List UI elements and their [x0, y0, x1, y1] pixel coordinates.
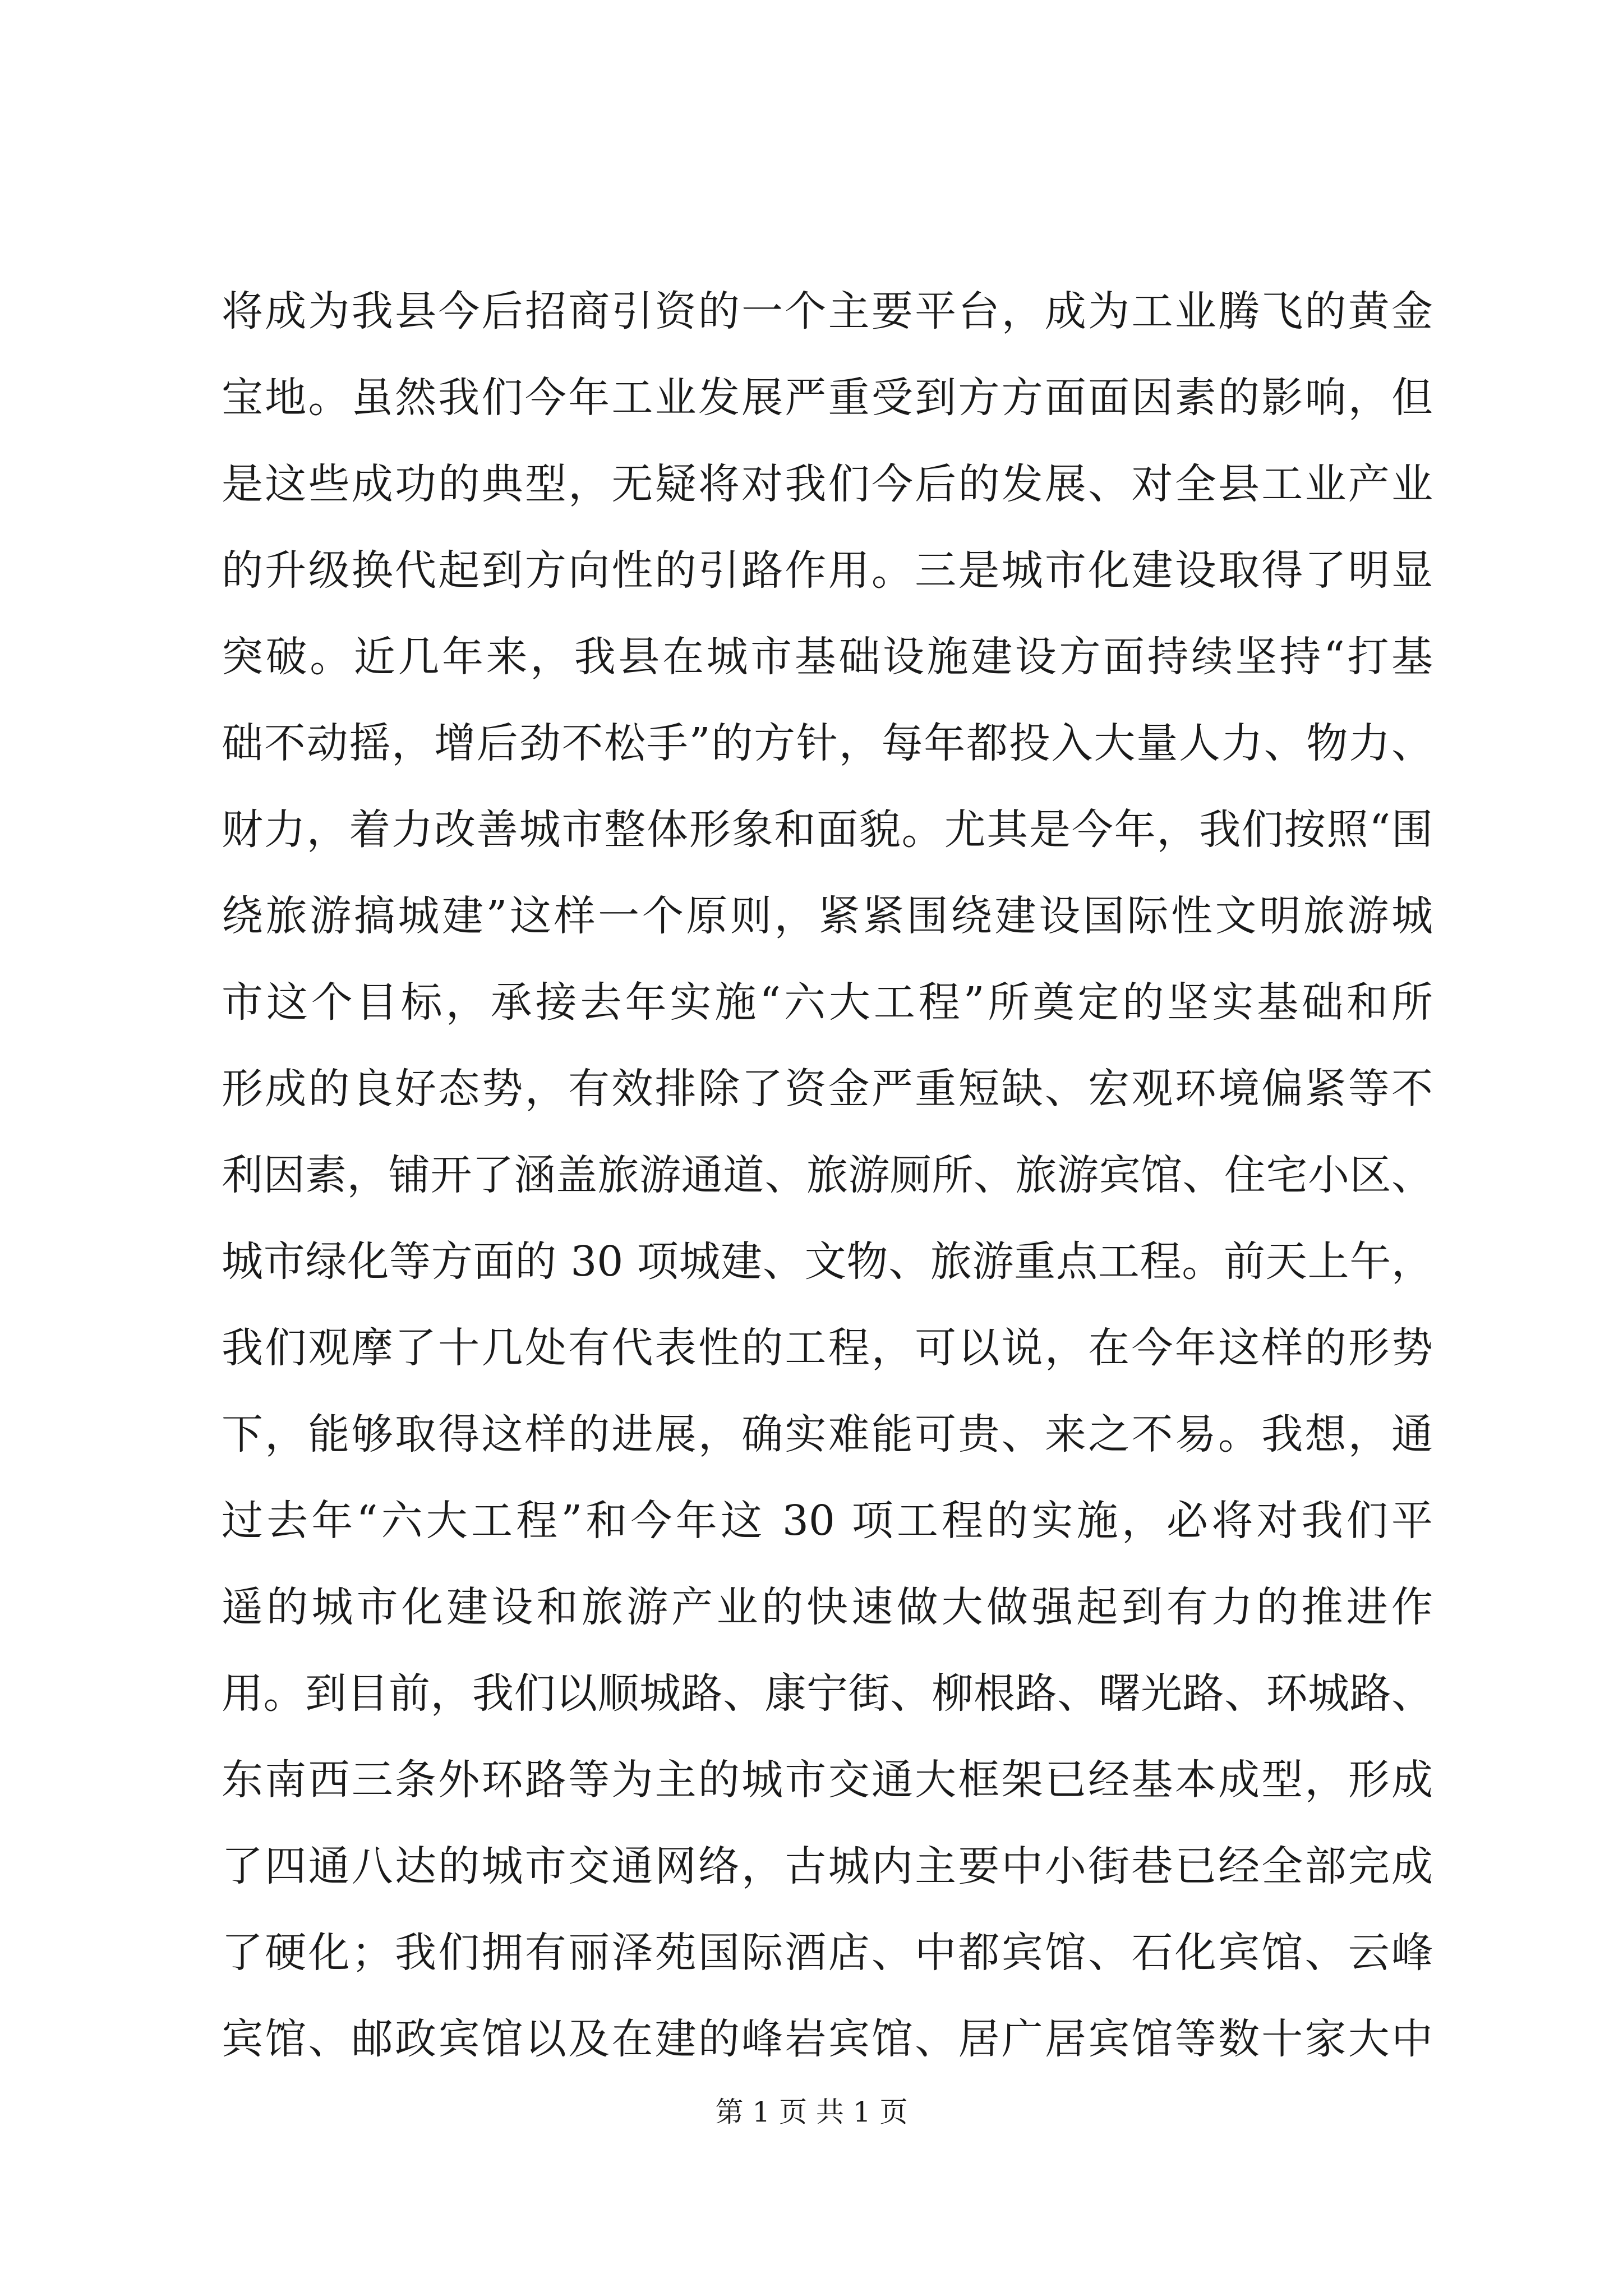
text-line: 城市绿化等方面的 30 项城建、文物、旅游重点工程。前天上午，: [222, 1237, 1433, 1286]
page-footer: 第 1 页 共 1 页: [715, 2096, 908, 2128]
text-line: 础不动摇，增后劲不松手”的方针，每年都投入大量人力、物力、: [222, 719, 1433, 767]
text-line: 我们观摩了十几处有代表性的工程，可以说，在今年这样的形势: [222, 1324, 1433, 1372]
text-line: 宝地。虽然我们今年工业发展严重受到方方面面因素的影响，但: [222, 374, 1433, 422]
text-line: 遥的城市化建设和旅游产业的快速做大做强起到有力的推进作: [222, 1583, 1433, 1631]
text-line: 东南西三条外环路等为主的城市交通大框架已经基本成型，形成: [222, 1756, 1433, 1804]
text-line: 了四通八达的城市交通网络，古城内主要中小街巷已经全部完成: [222, 1842, 1433, 1890]
text-line: 将成为我县今后招商引资的一个主要平台，成为工业腾飞的黄金: [222, 287, 1433, 335]
text-line: 宾馆、邮政宾馆以及在建的峰岩宾馆、居广居宾馆等数十家大中: [222, 2015, 1433, 2063]
body-paragraph: [222, 268, 1433, 2082]
text-line: 绕旅游搞城建”这样一个原则，紧紧围绕建设国际性文明旅游城: [222, 892, 1433, 940]
text-line: 财力，着力改善城市整体形象和面貌。尤其是今年，我们按照“围: [222, 806, 1433, 854]
text-line: 下，能够取得这样的进展，确实难能可贵、来之不易。我想，通: [222, 1410, 1433, 1458]
text-line: 了硬化；我们拥有丽泽苑国际酒店、中都宾馆、石化宾馆、云峰: [222, 1929, 1433, 1977]
text-line: 突破。近几年来，我县在城市基础设施建设方面持续坚持“打基: [222, 633, 1433, 681]
text-line: 市这个目标，承接去年实施“六大工程”所奠定的坚实基础和所: [222, 978, 1433, 1027]
text-line: 用。到目前，我们以顺城路、康宁街、柳根路、曙光路、环城路、: [222, 1669, 1433, 1718]
text-line: 形成的良好态势，有效排除了资金严重短缺、宏观环境偏紧等不: [222, 1065, 1433, 1113]
text-line: 过去年“六大工程”和今年这 30 项工程的实施，必将对我们平: [222, 1497, 1433, 1545]
text-line: 利因素，铺开了涵盖旅游通道、旅游厕所、旅游宾馆、住宅小区、: [222, 1151, 1433, 1199]
text-line: 的升级换代起到方向性的引路作用。三是城市化建设取得了明显: [222, 546, 1433, 595]
text-line: 是这些成功的典型，无疑将对我们今后的发展、对全县工业产业: [222, 460, 1433, 508]
